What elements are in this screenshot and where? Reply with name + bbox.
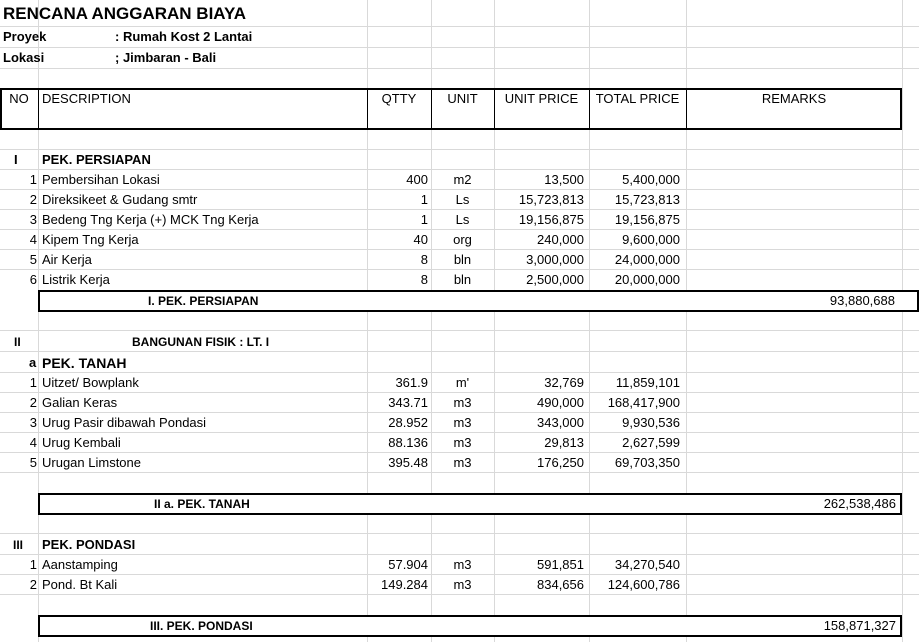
location-label: Lokasi xyxy=(3,50,45,65)
grid-row-line xyxy=(0,330,919,331)
row-qty: 57.904 xyxy=(388,557,428,572)
subtotal-label: II a. PEK. TANAH xyxy=(154,497,250,511)
row-unit-price: 834,656 xyxy=(537,577,584,592)
section-2-roman: II xyxy=(14,335,21,349)
row-no: 1 xyxy=(29,375,37,390)
row-total-price: 15,723,813 xyxy=(614,192,680,207)
header-no: NO xyxy=(9,91,29,106)
section-2-title: BANGUNAN FISIK : LT. I xyxy=(132,335,270,349)
row-unit: m3 xyxy=(453,435,472,450)
row-description: Air Kerja xyxy=(42,252,92,267)
row-no: 4 xyxy=(29,232,37,247)
row-unit: m3 xyxy=(453,395,472,410)
row-no: 3 xyxy=(29,212,37,227)
row-unit-price: 15,723,813 xyxy=(518,192,584,207)
row-unit: m' xyxy=(455,375,470,390)
row-no: 1 xyxy=(29,172,37,187)
row-unit-price: 591,851 xyxy=(537,557,584,572)
row-description: Listrik Kerja xyxy=(42,272,110,287)
row-unit: m3 xyxy=(453,577,472,592)
row-qty: 8 xyxy=(420,252,428,267)
row-total-price: 11,859,101 xyxy=(615,375,680,390)
row-no: 5 xyxy=(29,455,37,470)
project-value: : Rumah Kost 2 Lantai xyxy=(115,29,253,44)
row-qty: 361.9 xyxy=(395,375,428,390)
location-value: ; Jimbaran - Bali xyxy=(115,50,217,65)
row-description: Urug Kembali xyxy=(42,435,121,450)
row-description: Aanstamping xyxy=(42,557,118,572)
row-unit-price: 32,769 xyxy=(544,375,584,390)
row-total-price: 19,156,875 xyxy=(614,212,680,227)
row-total-price: 5,400,000 xyxy=(622,172,680,187)
project-label: Proyek xyxy=(3,29,47,44)
row-unit-price: 240,000 xyxy=(537,232,584,247)
row-unit-price: 13,500 xyxy=(544,172,584,187)
section-1-title: PEK. PERSIAPAN xyxy=(42,152,151,167)
header-remarks: REMARKS xyxy=(761,91,827,106)
grid-row-line xyxy=(0,68,919,69)
row-unit: m2 xyxy=(453,172,472,187)
row-qty: 400 xyxy=(406,172,428,187)
row-unit: org xyxy=(453,232,472,247)
row-description: Galian Keras xyxy=(42,395,118,410)
row-unit: m3 xyxy=(453,415,472,430)
page-title: RENCANA ANGGARAN BIAYA xyxy=(3,4,247,23)
row-description: Pembersihan Lokasi xyxy=(42,172,160,187)
row-description: Pond. Bt Kali xyxy=(42,577,118,592)
row-unit-price: 2,500,000 xyxy=(526,272,584,287)
row-qty: 88.136 xyxy=(388,435,428,450)
section-1-roman: I xyxy=(14,152,18,167)
row-description: Urugan Limstone xyxy=(42,455,141,470)
header-qtty: QTTY xyxy=(381,91,417,106)
row-no: 2 xyxy=(29,192,37,207)
subtotal-label: I. PEK. PERSIAPAN xyxy=(148,294,259,308)
row-total-price: 124,600,786 xyxy=(607,577,680,592)
header-divider xyxy=(38,89,39,129)
header-unit-price: UNIT PRICE xyxy=(504,91,579,106)
row-unit-price: 490,000 xyxy=(537,395,584,410)
row-qty: 149.284 xyxy=(381,577,428,592)
row-total-price: 34,270,540 xyxy=(614,557,680,572)
row-total-price: 20,000,000 xyxy=(614,272,680,287)
row-description: Urug Pasir dibawah Pondasi xyxy=(42,415,207,430)
row-qty: 1 xyxy=(420,212,428,227)
row-unit-price: 343,000 xyxy=(537,415,584,430)
row-unit: m3 xyxy=(453,557,472,572)
row-description: Bedeng Tng Kerja (+) MCK Tng Kerja xyxy=(42,212,259,227)
row-unit: Ls xyxy=(455,212,470,227)
row-qty: 1 xyxy=(420,192,428,207)
row-total-price: 24,000,000 xyxy=(614,252,680,267)
row-unit: Ls xyxy=(455,192,470,207)
row-no: 2 xyxy=(29,395,37,410)
row-total-price: 2,627,599 xyxy=(622,435,680,450)
row-no: 5 xyxy=(29,252,37,267)
section-3-title: PEK. PONDASI xyxy=(42,537,136,552)
grid-row-line xyxy=(0,533,919,534)
row-total-price: 168,417,900 xyxy=(607,395,680,410)
section-3-roman: III xyxy=(13,538,24,552)
row-qty: 8 xyxy=(420,272,428,287)
row-qty: 395.48 xyxy=(388,455,428,470)
row-unit-price: 29,813 xyxy=(544,435,584,450)
row-qty: 343.71 xyxy=(388,395,428,410)
row-description: Uitzet/ Bowplank xyxy=(42,375,139,390)
row-unit-price: 176,250 xyxy=(537,455,584,470)
subtotal-value: 158,871,327 xyxy=(823,618,896,633)
row-qty: 28.952 xyxy=(388,415,428,430)
row-no: 3 xyxy=(29,415,37,430)
grid-col-line xyxy=(902,0,903,642)
row-description: Direksikeet & Gudang smtr xyxy=(42,192,198,207)
header-unit: UNIT xyxy=(447,91,478,106)
header-total-price: TOTAL PRICE xyxy=(595,91,680,106)
row-total-price: 9,600,000 xyxy=(622,232,680,247)
row-unit-price: 3,000,000 xyxy=(526,252,584,267)
row-unit-price: 19,156,875 xyxy=(518,212,584,227)
header-description: DESCRIPTION xyxy=(42,91,131,106)
row-total-price: 9,930,536 xyxy=(622,415,680,430)
row-no: 6 xyxy=(29,272,37,287)
row-no: 4 xyxy=(29,435,37,450)
row-no: 1 xyxy=(29,557,37,572)
subtotal-label: III. PEK. PONDASI xyxy=(150,619,253,633)
subtotal-value: 262,538,486 xyxy=(823,496,896,511)
row-description: Kipem Tng Kerja xyxy=(42,232,139,247)
section-2a-title: PEK. TANAH xyxy=(42,355,127,371)
row-qty: 40 xyxy=(413,232,428,247)
row-unit: bln xyxy=(453,272,472,287)
row-unit: bln xyxy=(453,252,472,267)
row-unit: m3 xyxy=(453,455,472,470)
subtotal-value: 93,880,688 xyxy=(829,293,895,308)
row-total-price: 69,703,350 xyxy=(614,455,680,470)
row-no: 2 xyxy=(29,577,37,592)
section-2a-letter: a xyxy=(29,355,37,370)
